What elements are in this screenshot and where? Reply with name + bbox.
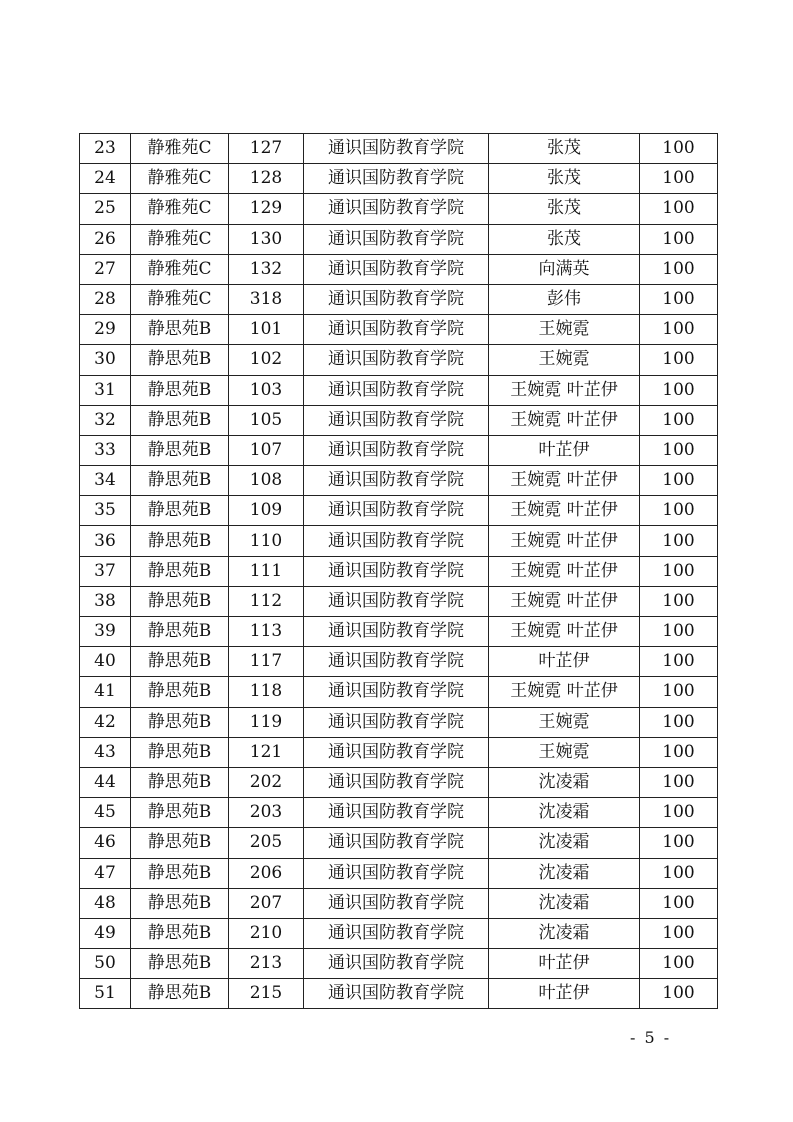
room-number-cell: 121 (229, 737, 304, 767)
school-cell: 通识国防教育学院 (304, 405, 489, 435)
table-row (80, 617, 718, 647)
room-number-cell: 127 (229, 134, 304, 164)
responsible-person-cell: 叶芷伊 (489, 435, 640, 465)
building-cell: 静思苑B (131, 375, 229, 405)
responsible-person-cell: 王婉霓 (489, 737, 640, 767)
responsible-person-cell: 王婉霓 叶芷伊 (489, 375, 640, 405)
table-row (80, 737, 718, 767)
row-number-cell: 28 (80, 284, 131, 314)
school-cell: 通识国防教育学院 (304, 707, 489, 737)
table-row (80, 224, 718, 254)
responsible-person-cell: 王婉霓 叶芷伊 (489, 677, 640, 707)
school-cell: 通识国防教育学院 (304, 375, 489, 405)
room-number-cell: 111 (229, 556, 304, 586)
row-number-cell: 50 (80, 949, 131, 979)
score-cell: 100 (640, 677, 718, 707)
row-number-cell: 44 (80, 767, 131, 797)
table-row (80, 828, 718, 858)
school-cell: 通识国防教育学院 (304, 858, 489, 888)
score-cell: 100 (640, 828, 718, 858)
room-number-cell: 129 (229, 194, 304, 224)
score-cell: 100 (640, 134, 718, 164)
responsible-person-cell: 王婉霓 (489, 707, 640, 737)
score-cell: 100 (640, 556, 718, 586)
row-number-cell: 51 (80, 979, 131, 1009)
responsible-person-cell: 王婉霓 叶芷伊 (489, 556, 640, 586)
building-cell: 静雅苑C (131, 164, 229, 194)
school-cell: 通识国防教育学院 (304, 435, 489, 465)
school-cell: 通识国防教育学院 (304, 888, 489, 918)
score-cell: 100 (640, 164, 718, 194)
school-cell: 通识国防教育学院 (304, 798, 489, 828)
room-number-cell: 112 (229, 586, 304, 616)
score-cell: 100 (640, 224, 718, 254)
school-cell: 通识国防教育学院 (304, 466, 489, 496)
room-number-cell: 205 (229, 828, 304, 858)
school-cell: 通识国防教育学院 (304, 647, 489, 677)
school-cell: 通识国防教育学院 (304, 194, 489, 224)
row-number-cell: 49 (80, 918, 131, 948)
row-number-cell: 40 (80, 647, 131, 677)
score-cell: 100 (640, 526, 718, 556)
responsible-person-cell: 王婉霓 叶芷伊 (489, 617, 640, 647)
row-number-cell: 41 (80, 677, 131, 707)
table-row (80, 254, 718, 284)
table-row (80, 496, 718, 526)
score-cell: 100 (640, 345, 718, 375)
table-row (80, 315, 718, 345)
row-number-cell: 42 (80, 707, 131, 737)
row-number-cell: 33 (80, 435, 131, 465)
table-row (80, 647, 718, 677)
score-cell: 100 (640, 496, 718, 526)
building-cell: 静思苑B (131, 466, 229, 496)
building-cell: 静思苑B (131, 556, 229, 586)
score-cell: 100 (640, 405, 718, 435)
building-cell: 静思苑B (131, 586, 229, 616)
responsible-person-cell: 彭伟 (489, 284, 640, 314)
responsible-person-cell: 沈凌霜 (489, 828, 640, 858)
table-row (80, 858, 718, 888)
school-cell: 通识国防教育学院 (304, 617, 489, 647)
responsible-person-cell: 张茂 (489, 164, 640, 194)
building-cell: 静雅苑C (131, 134, 229, 164)
school-cell: 通识国防教育学院 (304, 979, 489, 1009)
building-cell: 静思苑B (131, 315, 229, 345)
school-cell: 通识国防教育学院 (304, 134, 489, 164)
responsible-person-cell: 王婉霓 叶芷伊 (489, 586, 640, 616)
building-cell: 静雅苑C (131, 224, 229, 254)
building-cell: 静思苑B (131, 345, 229, 375)
building-cell: 静雅苑C (131, 254, 229, 284)
school-cell: 通识国防教育学院 (304, 284, 489, 314)
table-row (80, 979, 718, 1009)
responsible-person-cell: 沈凌霜 (489, 918, 640, 948)
score-cell: 100 (640, 888, 718, 918)
responsible-person-cell: 叶芷伊 (489, 949, 640, 979)
row-number-cell: 31 (80, 375, 131, 405)
room-number-cell: 203 (229, 798, 304, 828)
table-row (80, 435, 718, 465)
room-number-cell: 128 (229, 164, 304, 194)
inspection-table-container (79, 133, 717, 1009)
table-row (80, 677, 718, 707)
table-row (80, 556, 718, 586)
building-cell: 静思苑B (131, 526, 229, 556)
building-cell: 静思苑B (131, 435, 229, 465)
responsible-person-cell: 张茂 (489, 194, 640, 224)
table-row (80, 466, 718, 496)
responsible-person-cell: 叶芷伊 (489, 979, 640, 1009)
school-cell: 通识国防教育学院 (304, 164, 489, 194)
score-cell: 100 (640, 617, 718, 647)
responsible-person-cell: 王婉霓 叶芷伊 (489, 466, 640, 496)
score-cell: 100 (640, 737, 718, 767)
row-number-cell: 37 (80, 556, 131, 586)
building-cell: 静思苑B (131, 888, 229, 918)
building-cell: 静思苑B (131, 737, 229, 767)
building-cell: 静思苑B (131, 828, 229, 858)
table-row (80, 918, 718, 948)
school-cell: 通识国防教育学院 (304, 949, 489, 979)
school-cell: 通识国防教育学院 (304, 315, 489, 345)
building-cell: 静雅苑C (131, 194, 229, 224)
row-number-cell: 27 (80, 254, 131, 284)
row-number-cell: 43 (80, 737, 131, 767)
score-cell: 100 (640, 767, 718, 797)
table-row (80, 405, 718, 435)
room-number-cell: 210 (229, 918, 304, 948)
room-number-cell: 113 (229, 617, 304, 647)
responsible-person-cell: 向满英 (489, 254, 640, 284)
school-cell: 通识国防教育学院 (304, 918, 489, 948)
room-number-cell: 206 (229, 858, 304, 888)
responsible-person-cell: 沈凌霜 (489, 888, 640, 918)
row-number-cell: 39 (80, 617, 131, 647)
room-number-cell: 118 (229, 677, 304, 707)
inspection-table (79, 133, 718, 1009)
table-row (80, 707, 718, 737)
school-cell: 通识国防教育学院 (304, 496, 489, 526)
responsible-person-cell: 沈凌霜 (489, 858, 640, 888)
building-cell: 静思苑B (131, 496, 229, 526)
responsible-person-cell: 张茂 (489, 134, 640, 164)
row-number-cell: 35 (80, 496, 131, 526)
row-number-cell: 46 (80, 828, 131, 858)
room-number-cell: 202 (229, 767, 304, 797)
room-number-cell: 109 (229, 496, 304, 526)
responsible-person-cell: 叶芷伊 (489, 647, 640, 677)
row-number-cell: 23 (80, 134, 131, 164)
table-row (80, 134, 718, 164)
responsible-person-cell: 沈凌霜 (489, 767, 640, 797)
score-cell: 100 (640, 435, 718, 465)
table-row (80, 798, 718, 828)
school-cell: 通识国防教育学院 (304, 556, 489, 586)
score-cell: 100 (640, 375, 718, 405)
building-cell: 静思苑B (131, 617, 229, 647)
score-cell: 100 (640, 284, 718, 314)
table-body (80, 134, 718, 1009)
room-number-cell: 132 (229, 254, 304, 284)
responsible-person-cell: 沈凌霜 (489, 798, 640, 828)
room-number-cell: 215 (229, 979, 304, 1009)
table-row (80, 345, 718, 375)
room-number-cell: 213 (229, 949, 304, 979)
score-cell: 100 (640, 254, 718, 284)
room-number-cell: 117 (229, 647, 304, 677)
building-cell: 静思苑B (131, 918, 229, 948)
school-cell: 通识国防教育学院 (304, 345, 489, 375)
responsible-person-cell: 王婉霓 (489, 315, 640, 345)
table-row (80, 526, 718, 556)
table-row (80, 767, 718, 797)
school-cell: 通识国防教育学院 (304, 586, 489, 616)
room-number-cell: 102 (229, 345, 304, 375)
room-number-cell: 103 (229, 375, 304, 405)
score-cell: 100 (640, 466, 718, 496)
building-cell: 静思苑B (131, 798, 229, 828)
school-cell: 通识国防教育学院 (304, 224, 489, 254)
score-cell: 100 (640, 918, 718, 948)
room-number-cell: 108 (229, 466, 304, 496)
table-row (80, 586, 718, 616)
score-cell: 100 (640, 858, 718, 888)
room-number-cell: 105 (229, 405, 304, 435)
building-cell: 静思苑B (131, 979, 229, 1009)
score-cell: 100 (640, 707, 718, 737)
row-number-cell: 36 (80, 526, 131, 556)
row-number-cell: 26 (80, 224, 131, 254)
table-row (80, 194, 718, 224)
school-cell: 通识国防教育学院 (304, 526, 489, 556)
responsible-person-cell: 王婉霓 叶芷伊 (489, 526, 640, 556)
room-number-cell: 318 (229, 284, 304, 314)
building-cell: 静思苑B (131, 707, 229, 737)
row-number-cell: 47 (80, 858, 131, 888)
row-number-cell: 48 (80, 888, 131, 918)
row-number-cell: 25 (80, 194, 131, 224)
school-cell: 通识国防教育学院 (304, 767, 489, 797)
table-row (80, 375, 718, 405)
responsible-person-cell: 王婉霓 叶芷伊 (489, 496, 640, 526)
building-cell: 静思苑B (131, 767, 229, 797)
row-number-cell: 38 (80, 586, 131, 616)
row-number-cell: 30 (80, 345, 131, 375)
table-row (80, 284, 718, 314)
building-cell: 静思苑B (131, 405, 229, 435)
score-cell: 100 (640, 194, 718, 224)
building-cell: 静思苑B (131, 677, 229, 707)
building-cell: 静思苑B (131, 949, 229, 979)
room-number-cell: 101 (229, 315, 304, 345)
score-cell: 100 (640, 315, 718, 345)
school-cell: 通识国防教育学院 (304, 254, 489, 284)
score-cell: 100 (640, 798, 718, 828)
row-number-cell: 34 (80, 466, 131, 496)
school-cell: 通识国防教育学院 (304, 828, 489, 858)
school-cell: 通识国防教育学院 (304, 677, 489, 707)
responsible-person-cell: 王婉霓 叶芷伊 (489, 405, 640, 435)
score-cell: 100 (640, 949, 718, 979)
score-cell: 100 (640, 586, 718, 616)
table-row (80, 164, 718, 194)
room-number-cell: 119 (229, 707, 304, 737)
room-number-cell: 107 (229, 435, 304, 465)
table-row (80, 949, 718, 979)
room-number-cell: 207 (229, 888, 304, 918)
room-number-cell: 110 (229, 526, 304, 556)
score-cell: 100 (640, 979, 718, 1009)
table-row (80, 888, 718, 918)
row-number-cell: 29 (80, 315, 131, 345)
row-number-cell: 24 (80, 164, 131, 194)
row-number-cell: 32 (80, 405, 131, 435)
page-number: - 5 - (630, 1028, 672, 1047)
building-cell: 静思苑B (131, 647, 229, 677)
school-cell: 通识国防教育学院 (304, 737, 489, 767)
building-cell: 静雅苑C (131, 284, 229, 314)
room-number-cell: 130 (229, 224, 304, 254)
responsible-person-cell: 王婉霓 (489, 345, 640, 375)
building-cell: 静思苑B (131, 858, 229, 888)
score-cell: 100 (640, 647, 718, 677)
responsible-person-cell: 张茂 (489, 224, 640, 254)
row-number-cell: 45 (80, 798, 131, 828)
